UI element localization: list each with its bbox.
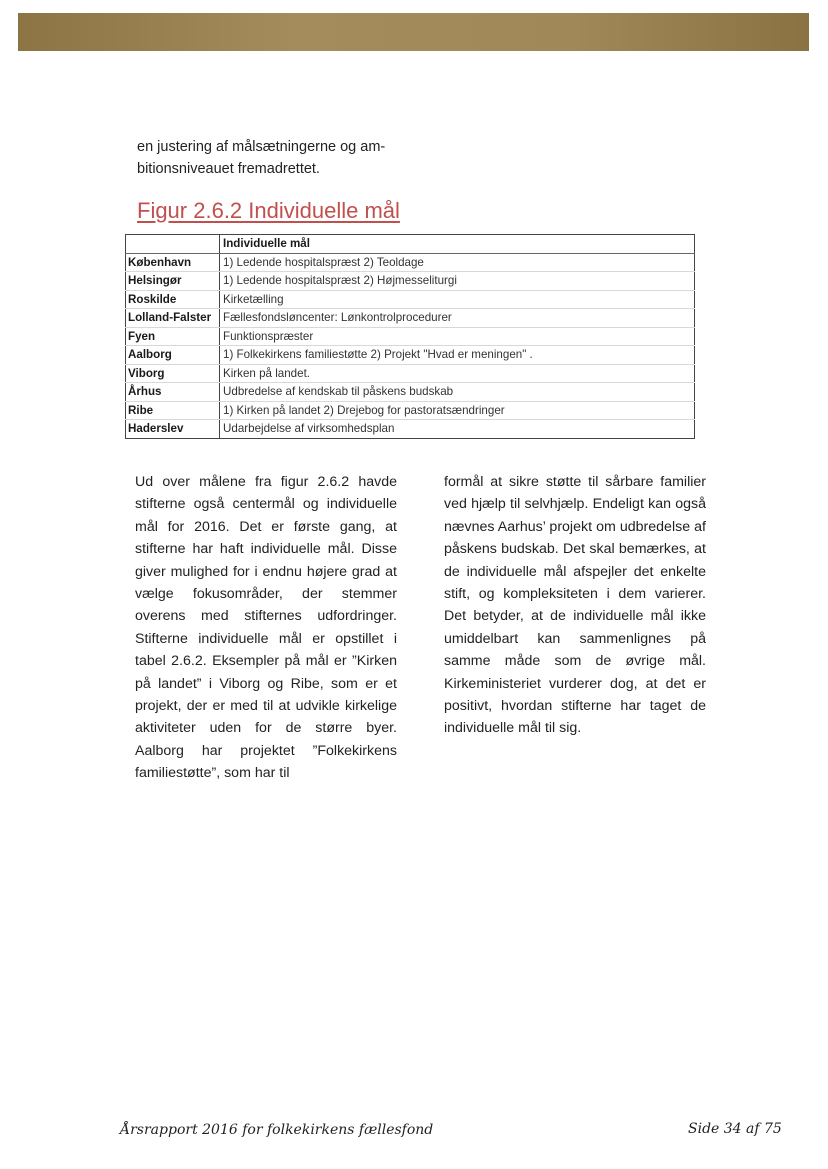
diocese-goal: Kirken på landet. (220, 364, 695, 383)
intro-line-1: en justering af målsætningerne og am- (137, 139, 386, 155)
diocese-goal: 1) Ledende hospitalspræst 2) Højmesseliturgi (220, 272, 695, 291)
diocese-name: Helsingør (126, 272, 220, 291)
footer-page-number: Side 34 af 75 (688, 1121, 782, 1137)
table-row (126, 420, 695, 439)
diocese-name: Ribe (126, 401, 220, 420)
table-row (126, 290, 695, 309)
diocese-name: Lolland-Falster (126, 309, 220, 328)
diocese-name: Haderslev (126, 420, 220, 439)
body-paragraph-left: Ud over målene fra figur 2.6.2 havde stifterne også centermål og individuelle mål for 2016. Det er første gang, at stifterne har haft individuelle mål. Disse giver mulighed for i endnu højere grad at vælge fokusområder, der stemmer overens med stifternes udfordringer. Stifterne individuelle mål er opstillet i tabel 2.6.2. Eksempler på mål er ”Kirken på landet” i Viborg og Ribe, som er et projekt, der er med til at udvikle kirkelige aktiviteter uden for de større byer. Aalborg har projektet ”Folkekirkens familiestøtte”, som har til (135, 474, 397, 782)
diocese-goal: 1) Folkekirkens familiestøtte 2) Projekt "Hvad er meningen" . (220, 346, 695, 365)
diocese-name: Aalborg (126, 346, 220, 365)
diocese-goal: Udarbejdelse af virksomhedsplan (223, 422, 395, 436)
table-header-corner (126, 235, 220, 254)
table-header-row (126, 235, 695, 254)
body-column-left (135, 471, 397, 785)
diocese-goal: Udbredelse af kendskab til påskens budskab (220, 383, 695, 402)
diocese-name: Viborg (126, 364, 220, 383)
diocese-goal: Fællesfondsløncenter: Lønkontrolprocedurer (220, 309, 695, 328)
intro-line-2: bitionsniveauet fremadrettet. (137, 161, 320, 177)
diocese-name: København (126, 253, 220, 272)
individual-goals-table (125, 234, 695, 439)
table-row (126, 346, 695, 365)
table-row (126, 364, 695, 383)
table-row (126, 253, 695, 272)
diocese-name: Fyen (126, 327, 220, 346)
diocese-name: Århus (126, 383, 220, 402)
figure-title: Figur 2.6.2 Individuelle mål (137, 198, 400, 223)
header-band (18, 13, 809, 51)
body-paragraph-right: formål at sikre støtte til sårbare familier ved hjælp til selvhjælp. Endeligt kan også nævnes Aarhus’ projekt om udbredelse af påskens budskab. Det skal bemærkes, at de individuelle mål afspejler det enkelte stift, og kompleksiteten i dem varierer. Det betyder, at de individuelle mål ikke umiddelbart kan sammenlignes på samme måde som de øvrige mål. Kirkeministeriet vurderer dog, at det er positivt, hvordan stifterne har taget de individuelle mål til sig. (444, 474, 706, 737)
intro-paragraph (137, 136, 407, 180)
table-row (126, 383, 695, 402)
diocese-goal: Kirketælling (220, 290, 695, 309)
table-row (126, 272, 695, 291)
footer-report-title: Årsrapport 2016 for folkekirkens fællesfond (120, 1122, 434, 1138)
diocese-goal: 1) Ledende hospitalspræst 2) Teoldage (220, 253, 695, 272)
table-row (126, 401, 695, 420)
body-column-right (444, 471, 706, 740)
diocese-goal: 1) Kirken på landet 2) Drejebog for pastoratsændringer (220, 401, 695, 420)
table-header-goal: Individuelle mål (220, 235, 695, 254)
diocese-goal: Funktionspræster (220, 327, 695, 346)
diocese-name: Roskilde (126, 290, 220, 309)
table-row (126, 309, 695, 328)
table-row (126, 327, 695, 346)
